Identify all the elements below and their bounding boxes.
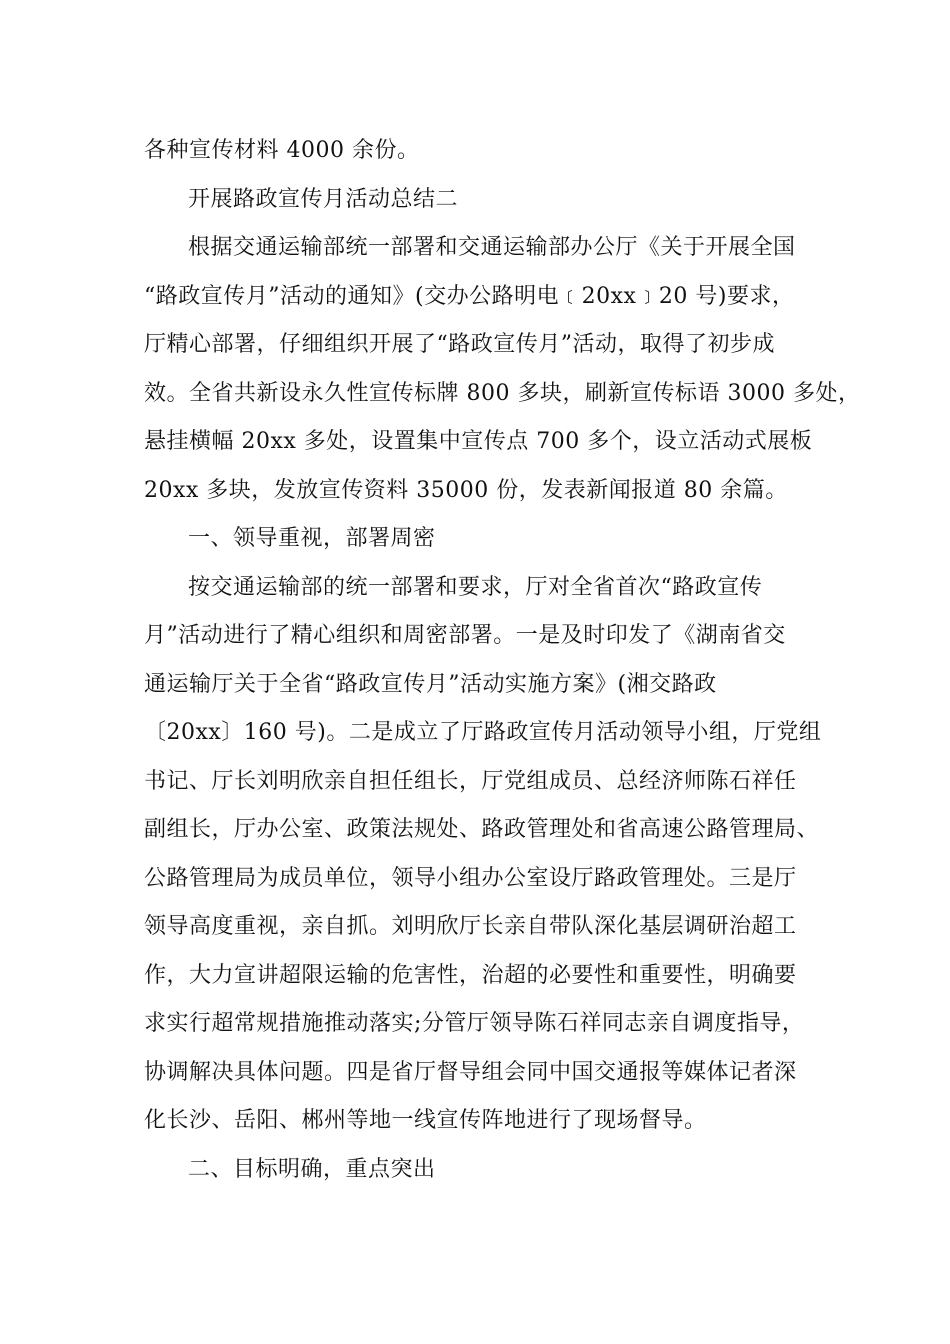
text-line: 悬挂横幅 20xx 多处，设置集中宣传点 700 多个，设立活动式展板: [144, 429, 813, 454]
text-line: 书记、厅长刘明欣亲自担任组长，厅党组成员、总经济师陈石祥任: [144, 768, 797, 794]
text-line: “路政宣传月”活动的通知》(交办公路明电﹝20xx﹞20 号)要求，: [144, 283, 795, 309]
text-line: 通运输厅关于全省“路政宣传月”活动实施方案》(湘交路政: [144, 671, 717, 697]
text-line: 化长沙、岳阳、郴州等地一线宣传阵地进行了现场督导。: [144, 1108, 707, 1133]
text-line: 各种宣传材料 4000 余份。: [144, 138, 420, 163]
section-heading: 二、目标明确，重点突出: [188, 1156, 436, 1182]
text-line: 协调解决具体问题。四是省厅督导组会同中国交通报等媒体记者深: [144, 1059, 797, 1085]
text-line: 月”活动进行了精心组织和周密部署。一是及时印发了《湖南省交: [144, 623, 786, 648]
section-heading: 一、领导重视，部署周密: [188, 526, 436, 551]
text-line: 公路管理局为成员单位，领导小组办公室设厅路政管理处。三是厅: [144, 865, 797, 891]
text-line: 作，大力宣讲超限运输的危害性，治超的必要性和重要性，明确要: [144, 962, 797, 988]
text-line: 副组长，厅办公室、政策法规处、路政管理处和省高速公路管理局、: [144, 817, 820, 842]
text-line: 领导高度重视，亲自抓。刘明欣厅长亲自带队深化基层调研治超工: [144, 914, 797, 939]
text-line: 厅精心部署，仔细组织开展了“路政宣传月”活动，取得了初步成: [144, 332, 775, 357]
text-line: 按交通运输部的统一部署和要求，厅对全省首次“路政宣传: [188, 574, 763, 600]
text-line: 根据交通运输部统一部署和交通运输部办公厅《关于开展全国: [188, 235, 796, 260]
text-line: 求实行超常规措施推动落实;分管厅领导陈石祥同志亲自调度指导，: [144, 1011, 805, 1036]
document-body: [144, 127, 861, 1194]
text-line: 效。全省共新设永久性宣传标牌 800 多块，刷新宣传标语 3000 多处，: [144, 380, 861, 406]
text-line: 20xx 多块，发放宣传资料 35000 份，发表新闻报道 80 余篇。: [144, 477, 788, 503]
section-title: 开展路政宣传月活动总结二: [188, 186, 459, 212]
text-line: 〔20xx〕160 号)。二是成立了厅路政宣传月活动领导小组，厅党组: [144, 720, 822, 745]
